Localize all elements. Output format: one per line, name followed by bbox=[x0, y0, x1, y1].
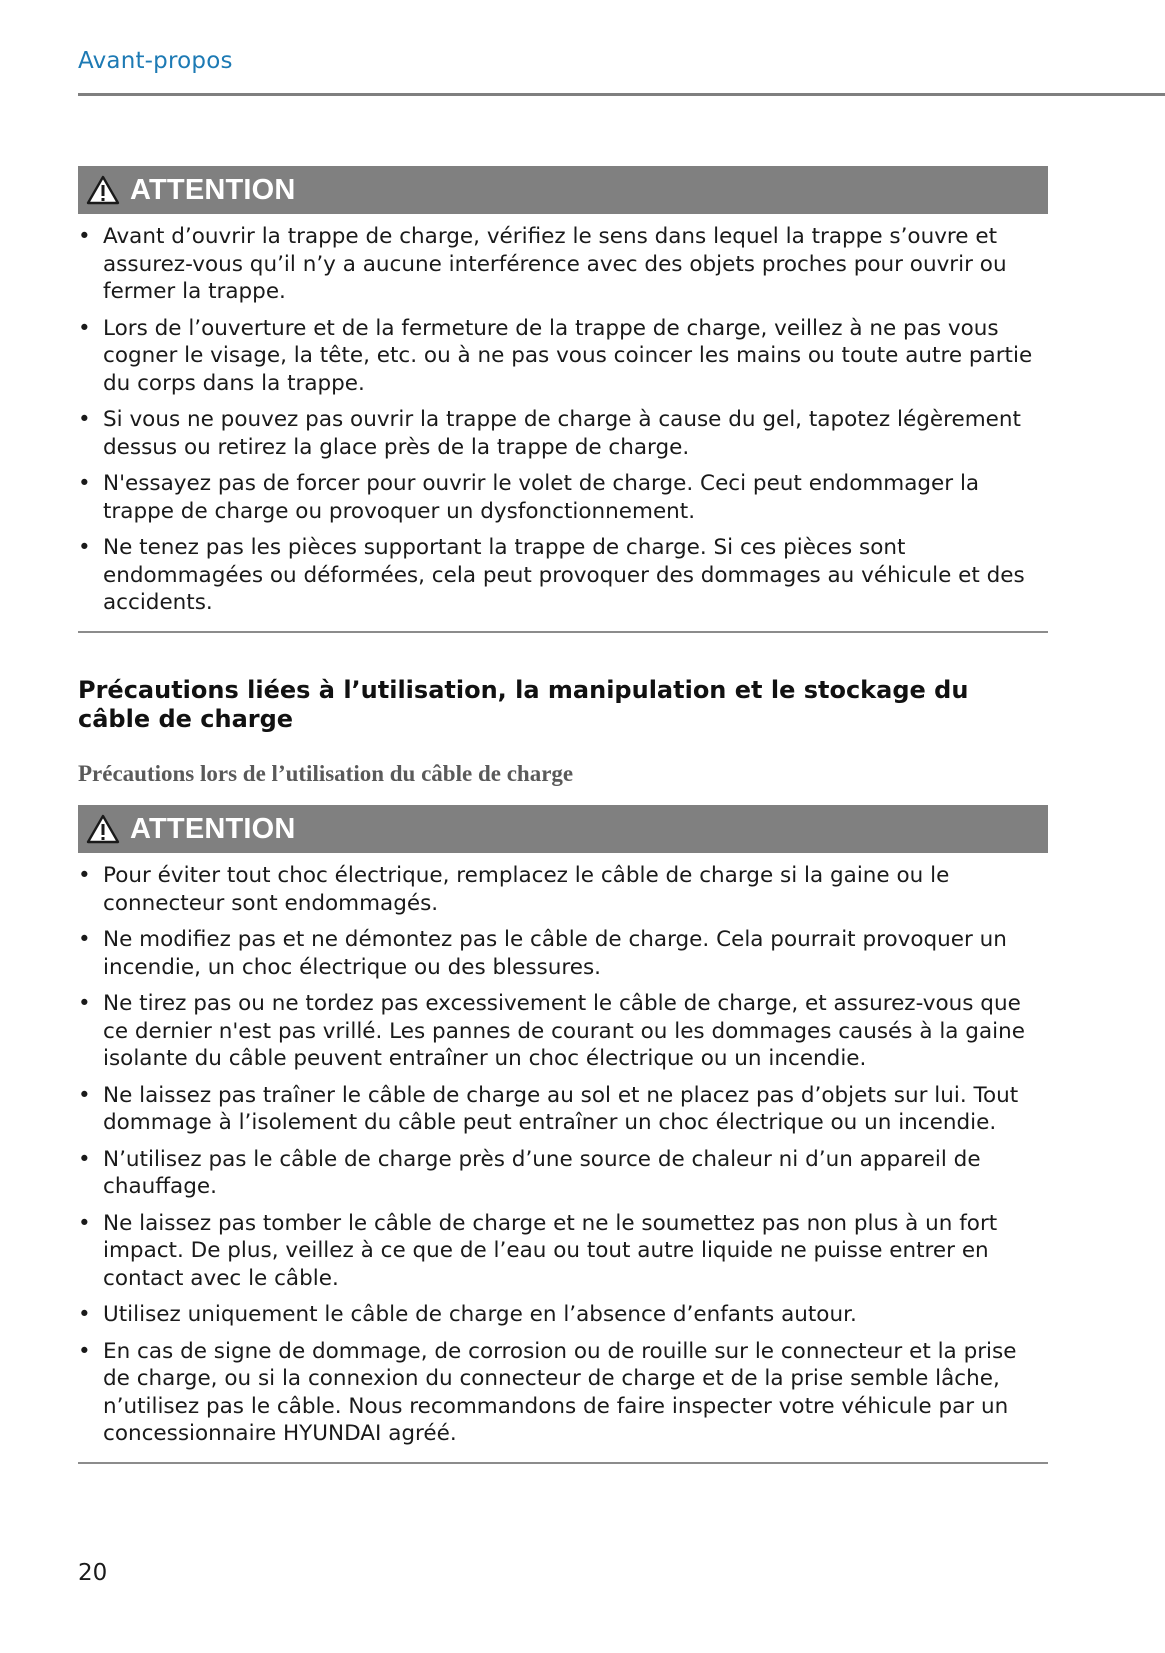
attention-list bbox=[78, 862, 1048, 1448]
attention-item: • Lors de l’ouverture et de la fermeture de la trappe de charge, veillez à ne pas vous cogner le visage, la tête, etc. ou à ne pas vous coincer les mains ou toute autre partie du corps dans la trappe. bbox=[78, 315, 1048, 398]
attention-item: • En cas de signe de dommage, de corrosion ou de rouille sur le connecteur et la prise de charge, ou si la connexion du connecteur de charge et de la prise semble lâche, n’utilisez pas le câble. Nous recommandons de faire inspecter votre véhicule par un concessionnaire HYUNDAI agréé. bbox=[78, 1338, 1048, 1448]
attention-item: • Ne laissez pas traîner le câble de charge au sol et ne placez pas d’objets sur lui. Tout dommage à l’isolement du câble peut entraîner un choc électrique ou un incendie. bbox=[78, 1082, 1048, 1137]
section-divider bbox=[78, 1462, 1048, 1464]
attention-item: • Ne modifiez pas et ne démontez pas le câble de charge. Cela pourrait provoquer un incendie, un choc électrique ou des blessures. bbox=[78, 926, 1048, 981]
attention-item: • Si vous ne pouvez pas ouvrir la trappe de charge à cause du gel, tapotez légèrement dessus ou retirez la glace près de la trappe de charge. bbox=[78, 406, 1048, 461]
section-divider bbox=[78, 631, 1048, 633]
attention-header bbox=[78, 805, 1048, 853]
attention-item: • Pour éviter tout choc électrique, remplacez le câble de charge si la gaine ou le connecteur sont endommagés. bbox=[78, 862, 1048, 917]
page-header-title: Avant-propos bbox=[78, 48, 233, 74]
attention-item: • Utilisez uniquement le câble de charge en l’absence d’enfants autour. bbox=[78, 1301, 1048, 1329]
section-heading: Précautions liées à l’utilisation, la manipulation et le stockage du câble de charge bbox=[78, 676, 969, 733]
attention-item: • Ne laissez pas tomber le câble de charge et ne le soumettez pas non plus à un fort impact. De plus, veillez à ce que de l’eau ou tout autre liquide ne puisse entrer en contact avec le câble. bbox=[78, 1210, 1048, 1293]
attention-item: • Ne tirez pas ou ne tordez pas excessivement le câble de charge, et assurez-vous que ce dernier n'est pas vrillé. Les pannes de courant ou les dommages causés à la gaine isolante du câble peuvent entraîner un choc électrique ou un incendie. bbox=[78, 990, 1048, 1073]
attention-label: ATTENTION bbox=[130, 173, 296, 206]
attention-item: • N'essayez pas de forcer pour ouvrir le volet de charge. Ceci peut endommager la trappe de charge ou provoquer un dysfonctionnement. bbox=[78, 470, 1048, 525]
header-divider bbox=[78, 93, 1165, 96]
page-number: 20 bbox=[78, 1560, 108, 1586]
warning-triangle-icon bbox=[86, 175, 120, 205]
warning-triangle-icon bbox=[86, 814, 120, 844]
attention-header bbox=[78, 166, 1048, 214]
attention-box-trappe bbox=[78, 166, 1048, 633]
section-subheading: Précautions lors de l’utilisation du câble de charge bbox=[78, 761, 574, 786]
attention-box-cable bbox=[78, 805, 1048, 1464]
attention-item: • Ne tenez pas les pièces supportant la trappe de charge. Si ces pièces sont endommagées ou déformées, cela peut provoquer des dommages au véhicule et des accidents. bbox=[78, 534, 1048, 617]
attention-label: ATTENTION bbox=[130, 812, 296, 845]
attention-item: • N’utilisez pas le câble de charge près d’une source de chaleur ni d’un appareil de chauffage. bbox=[78, 1146, 1048, 1201]
attention-item: • Avant d’ouvrir la trappe de charge, vérifiez le sens dans lequel la trappe s’ouvre et assurez-vous qu’il n’y a aucune interférence avec des objets proches pour ouvrir ou fermer la trappe. bbox=[78, 223, 1048, 306]
attention-list bbox=[78, 223, 1048, 617]
